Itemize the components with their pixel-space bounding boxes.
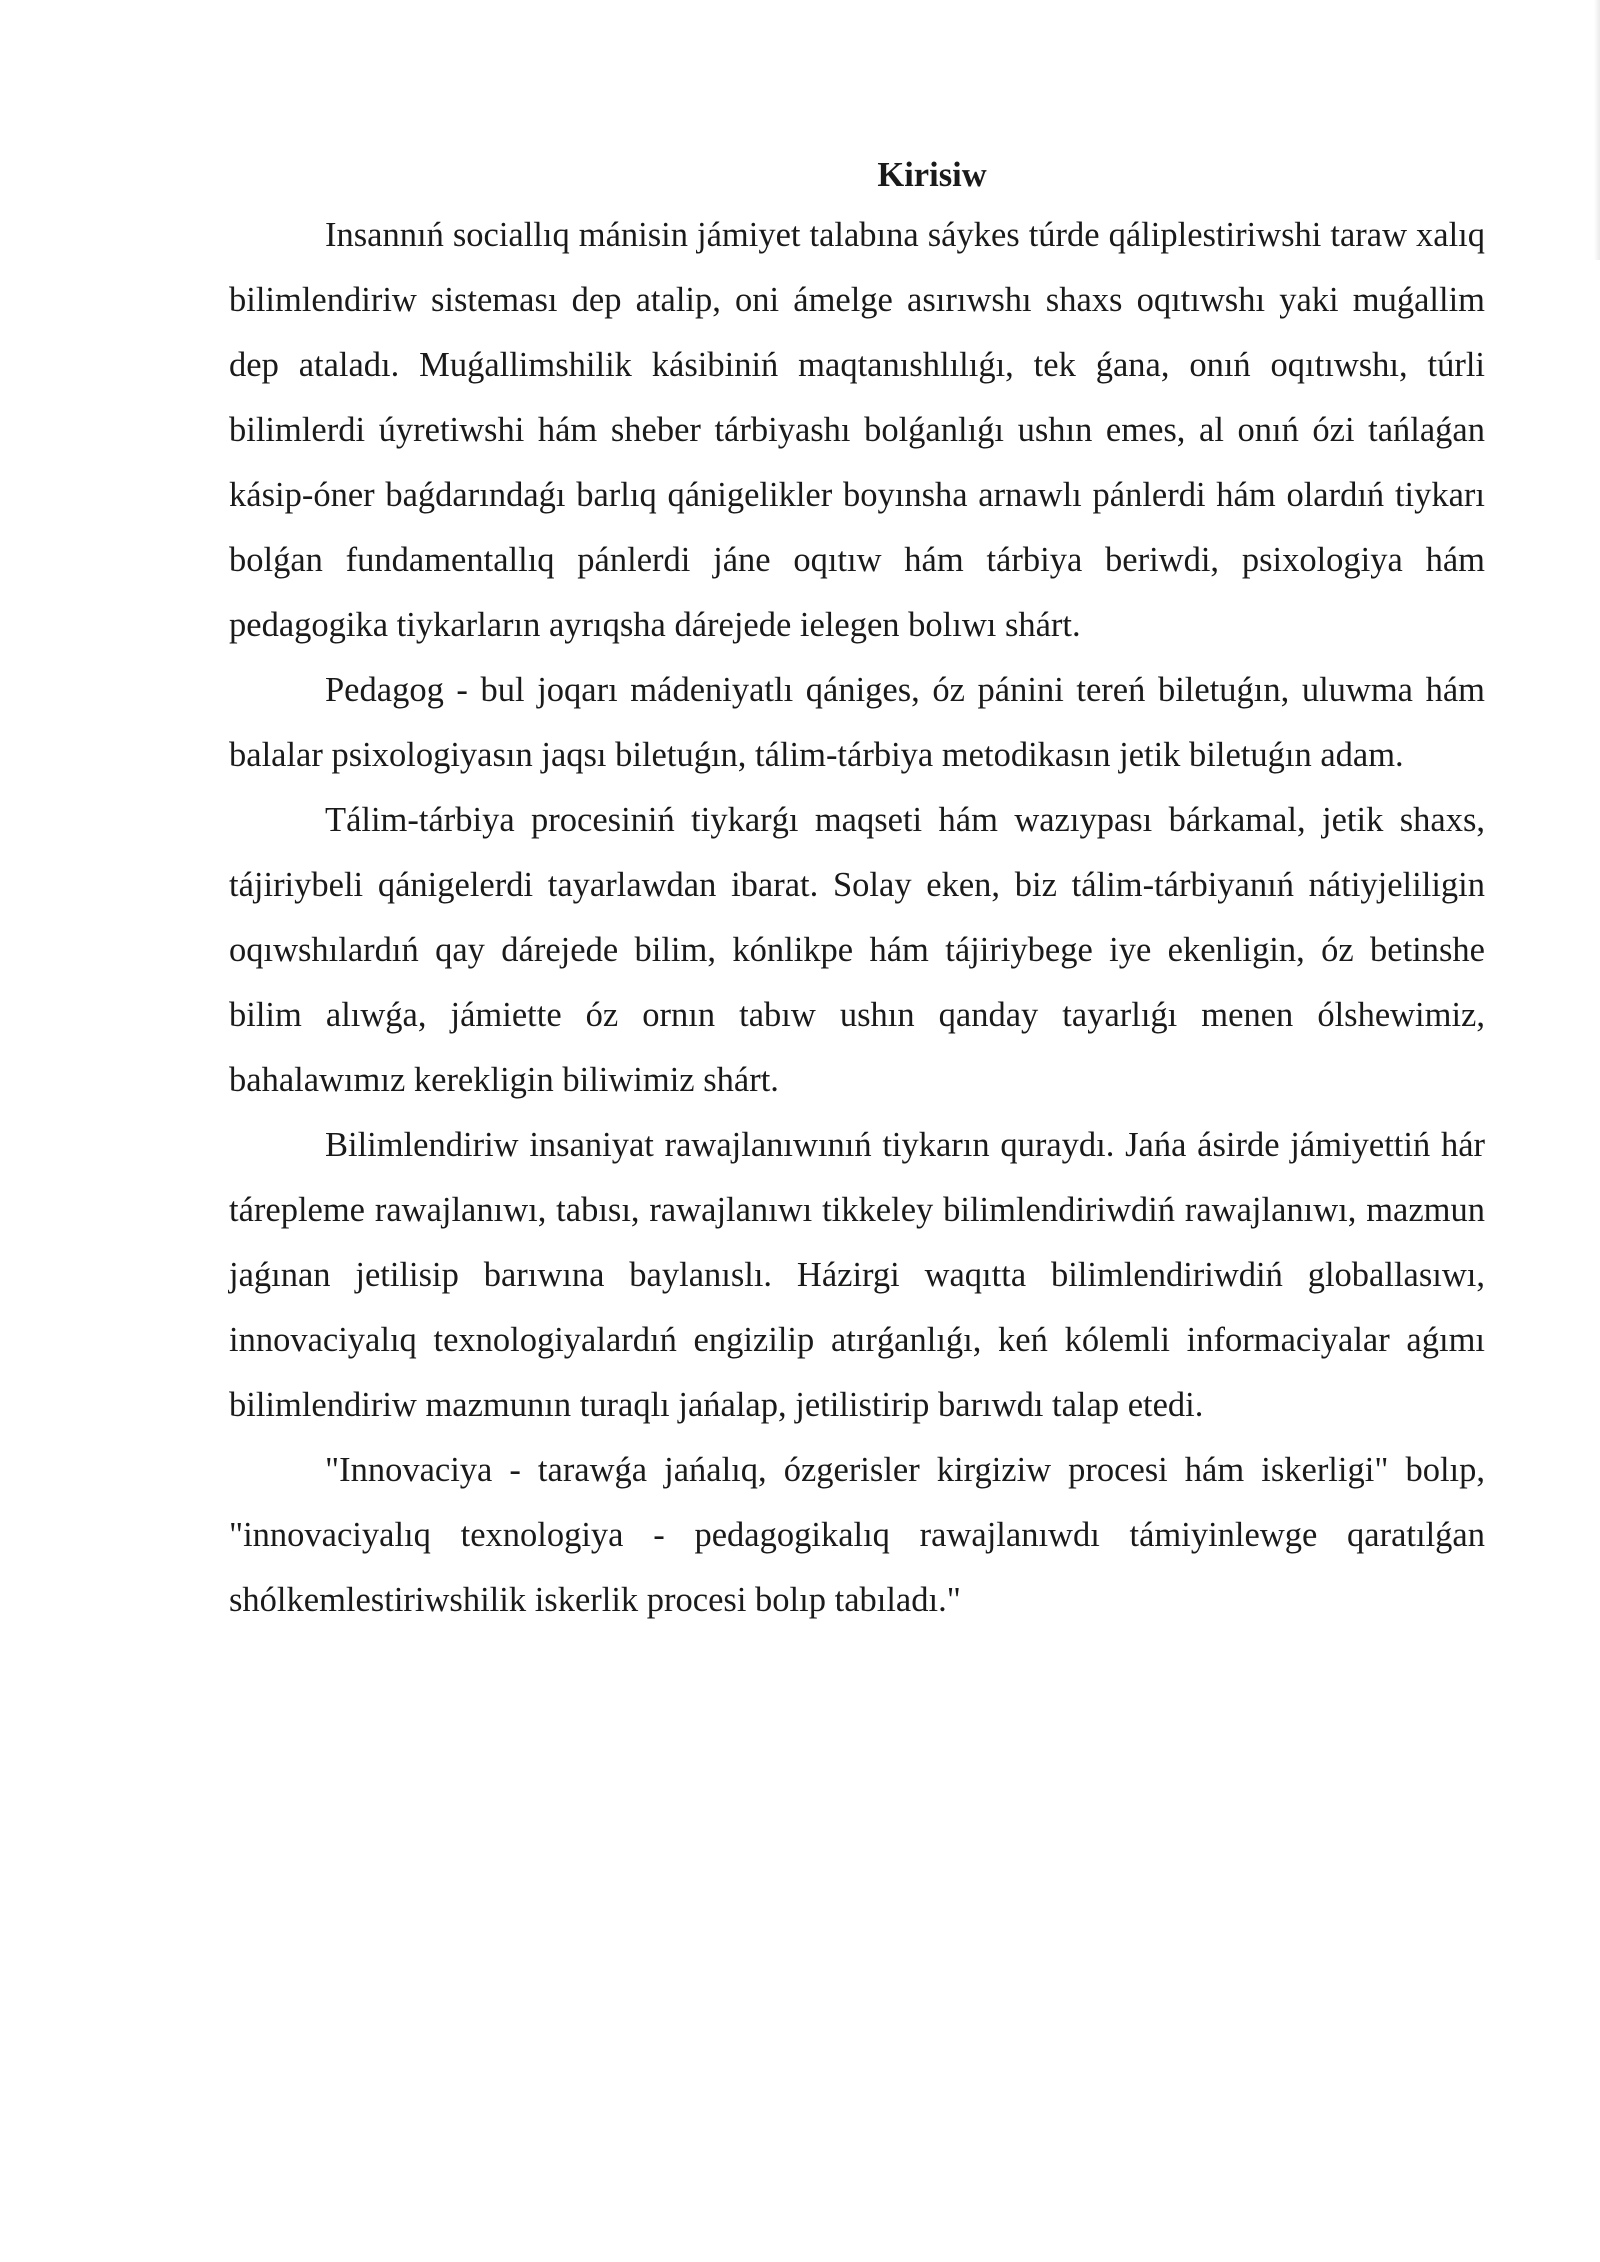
page-edge-shadow — [1594, 0, 1600, 260]
paragraph: Bilimlendiriw insaniyat rawajlanıwınıń tiykarın quraydı. Jańa ásirde jámiyettiń hár tárepleme rawajlanıwı, tabısı, rawajlanıwı tikkeley bilimlendiriwdiń rawajlanıwı, mazmun jaǵınan jetilisip barıwına baylanıslı. Házirgi waqıtta bilimlendiriwdiń globallasıwı, innovaciyalıq texnologiyalardıń engizilip atırǵanlıǵı, keń kólemli informaciyalar aǵımı bilimlendiriw mazmunın turaqlı jańalap, jetilistirip barıwdı talap etedi. — [229, 1126, 1485, 1424]
document-title: Kirisiw — [877, 156, 987, 194]
paragraph: Pedagog - bul joqarı mádeniyatlı qániges, óz pánini tereń biletuǵın, uluwma hám balalar psixologiyasın jaqsı biletuǵın, tálim-tárbiya metodikasın jetik biletuǵın adam. — [229, 671, 1485, 774]
paragraph: Tálim-tárbiya procesiniń tiykarǵı maqseti hám wazıypası bárkamal, jetik shaxs, tájiriybeli qánigelerdi tayarlawdan ibarat. Solay eken, biz tálim-tárbiyanıń nátiyjeliligin oqıwshılardıń qay dárejede bilim, kónlikpe hám tájiriybege iye ekenligin, óz betinshe bilim alıwǵa, jámiette óz ornın tabıw ushın qanday tayarlıǵı menen ólshewimiz, bahalawımız kerekligin biliwimiz shárt. — [229, 801, 1485, 1099]
paragraph: Insannıń sociallıq mánisin jámiyet talabına sáykes túrde qáliplestiriwshi taraw xalıq bilimlendiriw sisteması dep atalip, oni ámelge asırıwshı shaxs oqıtıwshı yaki muǵallim dep ataladı. Muǵallimshilik kásibiniń maqtanıshlılıǵı, tek ǵana, onıń oqıtıwshı, túrli bilimlerdi úyretiwshi hám sheber tárbiyashı bolǵanlıǵı ushın emes, al onıń ózi tańlaǵan kásip-óner baǵdarındaǵı barlıq qánigelikler boyınsha arnawlı pánlerdi hám olardıń tiykarı bolǵan fundamentallıq pánlerdi jáne oqıtıw hám tárbiya beriwdi, psixologiya hám pedagogika tiykarların ayrıqsha dárejede ielegen bolıwı shárt. — [229, 216, 1485, 644]
paragraph: "Innovaciya - tarawǵa jańalıq, ózgerisler kirgiziw procesi hám iskerligi" bolıp, "innovaciyalıq texnologiya - pedagogikalıq rawajlanıwdı támiyinlewge qaratılǵan shólkemlestiriwshilik iskerlik procesi bolıp tabıladı." — [229, 1451, 1485, 1619]
document-body — [229, 148, 1485, 1633]
